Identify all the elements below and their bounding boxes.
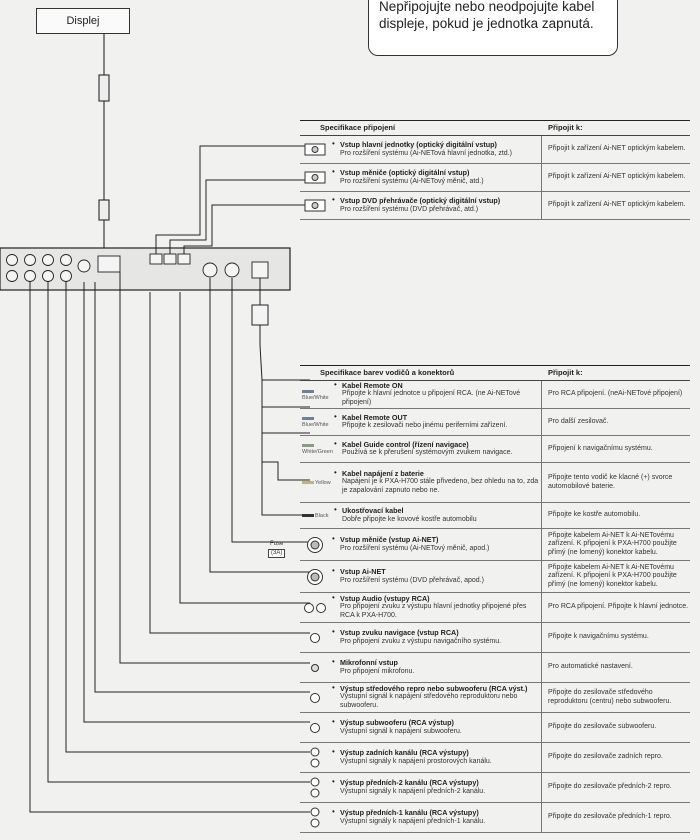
row-desc: Pro rozšíření systému (Ai-NETový měnič, apod.): [340, 544, 490, 552]
row-desc: Výstupní signály k napájení předních-2 kanálu.: [340, 787, 486, 795]
fuse-label: [268, 541, 285, 558]
row-target: Připojit k zařízení Ai-NET optickým kabelem.: [548, 145, 686, 153]
row-title: • Kabel Remote ON: [342, 380, 403, 390]
table2-row: [300, 381, 690, 409]
table1-row: [300, 192, 690, 220]
row-desc: Pro rozšíření systému (DVD přehrávač, apod.): [340, 576, 484, 584]
optical-input-icon: [300, 192, 330, 219]
wire-color-label: White/Green: [300, 443, 332, 455]
table2-row: [300, 683, 690, 713]
row-desc: Pro rozšíření systému (Ai-NETová hlavní jednotka, ztd.): [340, 149, 512, 157]
row-target: Připojte do zesilovače subwooferu.: [548, 723, 657, 731]
row-title: • Vstup Audio (vstupy RCA): [340, 593, 430, 603]
row-desc: Dobře připojte ke kovové kostře automobilu: [342, 515, 477, 523]
row-target: Připojte k navigačnímu systému.: [548, 633, 649, 641]
table2-row: [300, 463, 690, 503]
row-target: Připojte ke kostře automobilu.: [548, 511, 641, 519]
table2-row: [300, 436, 690, 463]
row-desc: Pro připojení zvuku z výstupu navigačního systému.: [340, 637, 502, 645]
table1-row: [300, 136, 690, 164]
row-title: • Vstup zvuku navigace (vstup RCA): [340, 628, 459, 638]
wire-swatch: [302, 481, 314, 484]
rca-pair-icon: [300, 593, 330, 622]
wire-swatch: [302, 514, 314, 517]
table2-row: [300, 773, 690, 803]
row-title: • Mikrofonní vstup: [340, 658, 398, 668]
table1-row: [300, 164, 690, 192]
row-target: Připojte do zesilovače předních-1 repro.: [548, 813, 672, 821]
row-target: Připojit k zařízení Ai-NET optickým kabelem.: [548, 173, 686, 181]
row-target: Připojte do zesilovače středového reproduktoru (centru) nebo subwooferu.: [548, 689, 672, 705]
row-target: Připojte do zesilovače předních-2 repro.: [548, 783, 672, 791]
row-desc: Výstupní signál k napájení středového reproduktoru nebo subwooferu.: [340, 693, 518, 709]
row-target: Pro RCA připojení. (neAi-NETové připojení): [548, 390, 683, 398]
row-desc: Výstupní signály k napájení prostorových kanálu.: [340, 757, 492, 765]
row-title: • Kabel Guide control (řízení navigace): [342, 439, 469, 449]
row-title: • Vstup Ai-NET: [340, 567, 386, 577]
table2-row: [300, 409, 690, 436]
wire-color-label: Yellow: [300, 480, 332, 486]
row-target: Pro další zesilovač.: [548, 417, 609, 425]
table2-row: [300, 529, 690, 561]
row-title: • Vstup hlavní jednotky (optický digitální vstup): [340, 140, 497, 150]
row-desc: Pro rozšíření systému (DVD přehrávač, atd.): [340, 205, 479, 213]
rca-pair-vertical-icon: [300, 803, 330, 832]
row-title: • Kabel Remote OUT: [342, 412, 408, 422]
row-desc: Připojte k zesilovači nebo jinému periferními zařízení.: [342, 422, 508, 429]
table2-header-spec: Specifikace barev vodičů a konektorů: [320, 367, 455, 377]
row-target: Připojte kabelem Ai-NET k Ai-NETovému zařízení. K připojení k PXA-H700 použijte přímý (ne lomený) konektor kabelu.: [548, 563, 677, 588]
row-desc: Používá se k přerušení systémovým zvukem navigace.: [342, 449, 513, 456]
table2-header-target: Připojit k:: [548, 367, 583, 377]
row-target: Připojení k navigačnímu systému.: [548, 444, 653, 452]
table1-header: [300, 121, 690, 136]
row-desc: Pro připojení zvuku z výstupu hlavní jednotky připojené přes RCA k PXA-H700.: [340, 603, 527, 619]
table2-row: [300, 713, 690, 743]
table2-header: [300, 366, 690, 381]
table1-header-target: Připojit k:: [548, 122, 583, 132]
row-desc: Výstupní signály k napájení předních-1 kanálu.: [340, 817, 486, 825]
wire-swatch: [302, 444, 314, 447]
optical-input-icon: [300, 164, 330, 191]
callout-note: Nepřipojujte nebo neodpojujte kabel displeje, pokud je jednotka zapnutá.: [368, 0, 618, 56]
table2-row: [300, 593, 690, 623]
row-target: Pro RCA připojení. Připojte k hlavní jednotce.: [548, 603, 689, 611]
connection-spec-table: [300, 120, 690, 220]
row-target: Připojte tento vodič ke klacné (+) svorce automobilové baterie.: [548, 474, 673, 490]
table2-row: [300, 743, 690, 773]
row-desc: Napájení je k PXA-H700 stále přivedeno, bez ohledu na to, zda je zapalování zapnuto nebo ne.: [342, 478, 539, 494]
row-desc: Pro připojení mikrofonu.: [340, 667, 415, 675]
microphone-jack-icon: [300, 653, 330, 682]
rca-jack-icon: [300, 713, 330, 742]
ai-net-jack-icon: [300, 561, 330, 592]
rca-jack-icon: [300, 683, 330, 712]
table2-row: [300, 561, 690, 593]
fuse-label-text: Fuse: [270, 541, 284, 547]
row-title: • Výstup středového repro nebo subwooferu (RCA výst.): [340, 683, 528, 693]
row-desc: Připojte k hlavní jednotce u připojení RCA. (ne Ai-NETové připojení): [342, 390, 521, 406]
row-title: • Kabel napájení z baterie: [342, 468, 424, 478]
row-title: • Vstup DVD přehrávače (optický digitální vstup): [340, 196, 501, 206]
wire-color-label: Blue/White: [300, 416, 332, 428]
row-title: • Ukostřovací kabel: [342, 506, 404, 516]
unit-back-panel: [0, 248, 290, 290]
wire-swatch: [302, 390, 314, 393]
row-desc: Pro rozšíření systému (Ai-NETový měnič, atd.): [340, 177, 484, 185]
rca-jack-icon: [300, 623, 330, 652]
row-title: • Výstup předních-1 kanálu (RCA výstupy): [340, 808, 479, 818]
wire-color-label: Blue/White: [300, 389, 332, 401]
row-title: • Výstup předních-2 kanálu (RCA výstupy): [340, 778, 479, 788]
table2-row: [300, 803, 690, 833]
rca-pair-vertical-icon: [300, 773, 330, 802]
row-desc: Výstupní signál k napájení subwooferu.: [340, 727, 462, 735]
row-target: Pro automatické nastavení.: [548, 663, 633, 671]
ai-net-jack-icon: [300, 529, 330, 560]
wire-spec-table: [300, 365, 690, 833]
rca-pair-vertical-icon: [300, 743, 330, 772]
table2-row: [300, 653, 690, 683]
table2-row: [300, 503, 690, 529]
table2-row: [300, 623, 690, 653]
row-title: • Vstup měniče (vstup Ai-NET): [340, 535, 439, 545]
row-target: Připojte do zesilovače zadních repro.: [548, 753, 663, 761]
optical-input-icon: [300, 136, 330, 163]
wire-swatch: [302, 417, 314, 420]
wire-color-label: Black: [300, 513, 332, 519]
row-title: • Výstup zadních kanálu (RCA výstupy): [340, 748, 469, 758]
row-target: Připojte kabelem Ai-NET k Ai-NETovému zařízení. K připojení k PXA-H700 použijte přímý (ne lomený) konektor kabelu.: [548, 531, 677, 556]
display-box: Displej: [36, 8, 130, 34]
row-target: Připojit k zařízení Ai-NET optickým kabelem.: [548, 201, 686, 209]
table1-header-spec: Specifikace připojení: [320, 122, 396, 132]
row-title: • Vstup měniče (optický digitální vstup): [340, 168, 470, 178]
row-title: • Výstup subwooferu (RCA výstup): [340, 718, 454, 728]
fuse-rating: (3A): [268, 549, 285, 558]
